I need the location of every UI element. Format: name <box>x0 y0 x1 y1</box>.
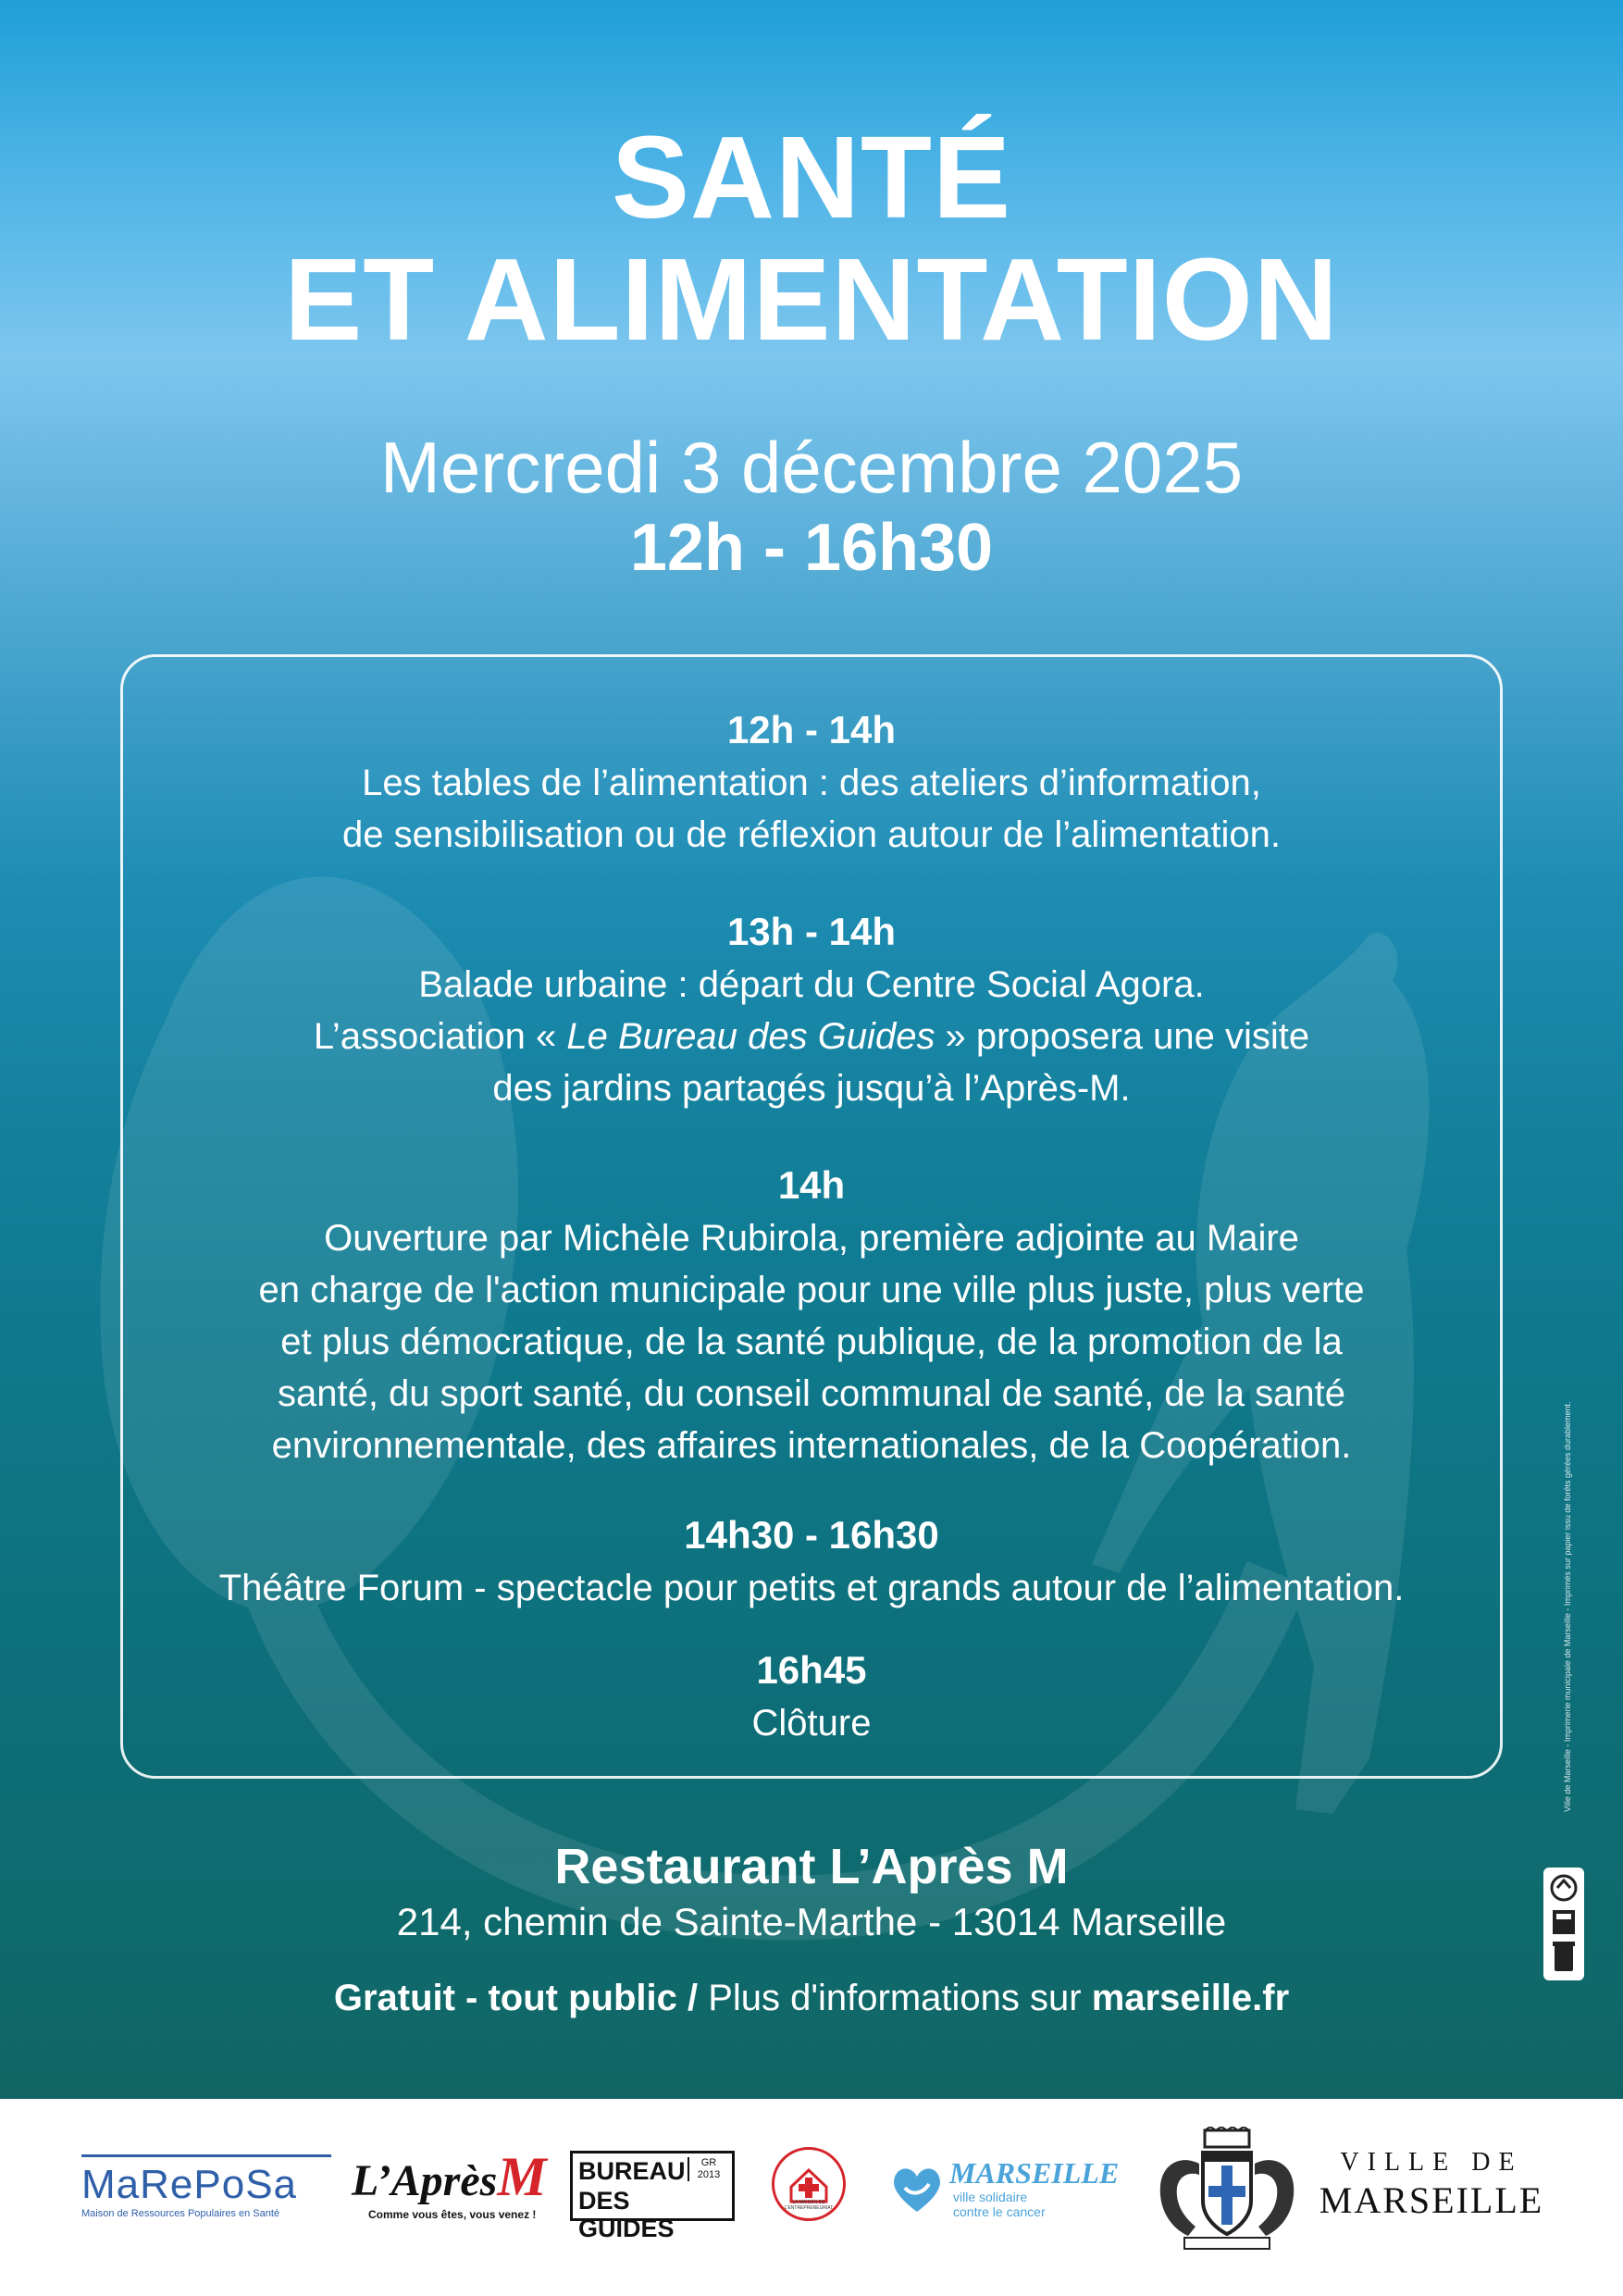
assoc-name: Le Bureau des Guides <box>566 1016 935 1057</box>
assoc-suffix: » proposera une visite <box>935 1016 1310 1057</box>
slot-desc-line: Clôture <box>751 1703 872 1744</box>
apresm-tagline: Comme vous êtes, vous venez ! <box>368 2208 537 2221</box>
slot-time: 13h - 14h <box>726 910 897 953</box>
mareposa-logo <box>81 2154 331 2238</box>
bureau-line2: DES GUIDES <box>578 2187 675 2242</box>
slot-time: 14h30 - 16h30 <box>684 1513 939 1557</box>
bureau-tag-2: 2013 <box>697 2169 721 2180</box>
program-slot <box>123 905 1500 1114</box>
recycling-icons <box>1545 1869 1582 1979</box>
ville-line2: MARSEILLE <box>1319 2179 1544 2221</box>
apresm-name: L’Après <box>352 2156 498 2205</box>
ville-de-marseille-wordmark <box>1316 2147 1547 2240</box>
mareposa-name: MaRePoSa <box>81 2162 298 2207</box>
mareposa-subtitle: Maison de Ressources Populaires en Santé <box>81 2208 280 2219</box>
cancer-sub2: contre le cancer <box>953 2204 1046 2219</box>
slot-time: 14h <box>777 1163 846 1207</box>
slot-desc-line: de sensibilisation ou de réflexion autour de l’alimentation. <box>342 814 1281 855</box>
slot-desc-line: Balade urbaine : départ du Centre Social Agora. <box>418 964 1205 1005</box>
legal-notice: Ville de Marseille - Imprimerie municipale de Marseille - Imprimés sur papier issu de forêts gérées durablement. <box>1563 1401 1572 1812</box>
info-line <box>0 1973 1623 2023</box>
event-date: Mercredi 3 décembre 2025 <box>379 427 1244 508</box>
slot-desc-line: santé, du sport santé, du conseil communal de santé, de la santé <box>277 1373 1346 1414</box>
program-slot <box>123 1508 1500 1614</box>
slot-desc-line: Les tables de l’alimentation : des ateliers d’information, <box>362 763 1261 803</box>
cancer-sub1: ville solidaire <box>953 2190 1028 2204</box>
slot-desc-line: des jardins partagés jusqu’à l’Après-M. <box>492 1068 1131 1109</box>
program-slot <box>123 703 1500 861</box>
mareposa-rule <box>81 2154 331 2157</box>
program-slot <box>123 1159 1500 1471</box>
bureau-tag-1: GR <box>700 2157 717 2168</box>
title-line-1: SANTÉ <box>611 112 1012 242</box>
bureau-tag <box>688 2157 728 2181</box>
title-line-2: ET ALIMENTATION <box>284 234 1339 365</box>
slot-desc-association-line <box>123 1011 1500 1062</box>
assoc-prefix: L’association « <box>313 1016 567 1057</box>
program-box <box>120 654 1503 1779</box>
coat-of-arms-icon <box>1144 2127 1310 2256</box>
program-slot <box>123 1644 1500 1749</box>
bureau-des-guides-logo <box>570 2151 735 2242</box>
info-more: Plus d'informations sur <box>698 1978 1092 2018</box>
marseille-cancer-logo <box>888 2156 1120 2230</box>
slot-time: 12h - 14h <box>726 708 897 751</box>
bureau-line1: BUREAU <box>578 2157 686 2185</box>
slot-desc-line: Théâtre Forum - spectacle pour petits et grands autour de l’alimentation. <box>218 1568 1405 1608</box>
info-free: Gratuit - tout public / <box>333 1978 699 2018</box>
slot-desc-line: environnementale, des affaires internationales, de la Coopération. <box>271 1425 1352 1466</box>
info-site-link[interactable]: marseille.fr <box>1091 1978 1290 2018</box>
venue-address: 214, chemin de Sainte-Marthe - 13014 Marseille <box>396 1900 1227 1943</box>
apresm-m: M <box>497 2146 547 2207</box>
slot-desc-line: en charge de l'action municipale pour une ville plus juste, plus verte <box>258 1270 1365 1310</box>
slot-desc-line: Ouverture par Michèle Rubirola, première adjointe au Maire <box>324 1218 1299 1259</box>
marseille-coat-of-arms <box>1144 2127 1310 2256</box>
slot-desc-line: et plus démocratique, de la santé publique, de la promotion de la <box>280 1322 1343 1362</box>
event-hours: 12h - 16h30 <box>629 511 994 585</box>
partner-logos-bar <box>0 2099 1623 2296</box>
heart-icon <box>888 2160 946 2217</box>
venue-name: Restaurant L’Après M <box>554 1839 1069 1894</box>
cancer-name: MARSEILLE <box>949 2156 1120 2190</box>
apresm-logo <box>352 2146 555 2243</box>
ville-line1: VILLE DE <box>1340 2148 1523 2177</box>
maison-round-logo <box>772 2147 846 2221</box>
maison-text: LA MAISON DE L'ENTREPRENEURIAT <box>784 2200 834 2211</box>
slot-time: 16h45 <box>756 1648 867 1692</box>
recycling-tri-logo <box>1543 1868 1584 1980</box>
